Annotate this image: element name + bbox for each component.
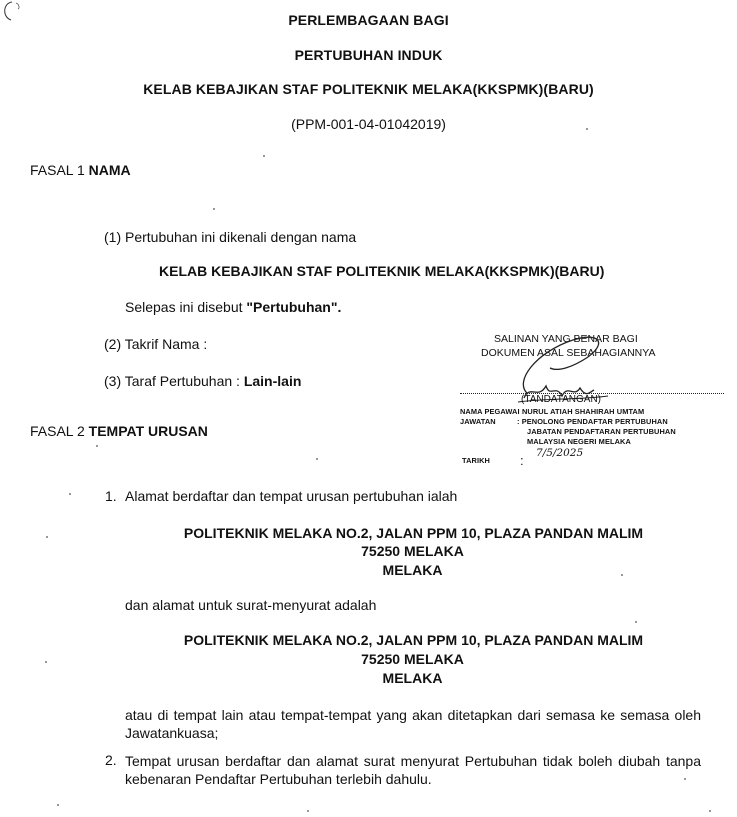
item3-text: (3) Taraf Pertubuhan :	[104, 373, 244, 389]
item3-value: Lain-lain	[243, 373, 302, 389]
fasal1-item1: (1) Pertubuhan ini dikenali dengan nama	[104, 229, 357, 245]
stamp-jawatan-value2: JABATAN PENDAFTARAN PERTUBUHAN	[527, 427, 676, 436]
scan-speck	[96, 445, 98, 447]
address2-line2: 75250 MELAKA	[361, 651, 464, 667]
scan-speck	[316, 458, 318, 460]
fasal2-label: FASAL 2	[30, 423, 85, 439]
address2-line3: MELAKA	[382, 670, 443, 686]
scan-speck	[263, 155, 265, 157]
fasal2-p2-text: Tempat urusan berdaftar dan alamat surat menyurat Pertubuhan tidak boleh diubah tanpa kebenaran Pendaftar Pertubuhan terlebih dahulu.	[125, 753, 701, 787]
header-org-name: KELAB KEBAJIKAN STAF POLITEKNIK MELAKA(KKSPMK)(BARU)	[143, 81, 594, 97]
selepas-text: Selepas ini disebut	[125, 299, 247, 315]
stamp-tarikh-label: TARIKH	[462, 456, 490, 465]
fasal2-paragraph: atau di tempat lain atau tempat-tempat yang akan ditetapkan dari semasa ke semasa oleh Jawatankuasa;	[125, 707, 701, 741]
stamp-sign-label: (TANDATANGAN)	[521, 394, 601, 405]
address2-line1: POLITEKNIK MELAKA NO.2, JALAN PPM 10, PLAZA PANDAN MALIM	[183, 632, 644, 648]
scan-speck	[46, 536, 48, 538]
fasal1-org-name: KELAB KEBAJIKAN STAF POLITEKNIK MELAKA(KKSPMK)(BARU)	[159, 263, 605, 279]
fasal2-p1-number: 1.	[105, 488, 117, 504]
fasal2-mid-text: dan alamat untuk surat-menyurat adalah	[125, 597, 377, 613]
fasal2-heading	[30, 423, 208, 439]
scan-speck	[635, 621, 637, 623]
stamp-jawatan-value3: MALAYSIA NEGERI MELAKA	[527, 437, 631, 446]
fasal1-item2: (2) Takrif Nama :	[104, 336, 208, 352]
stamp-tarikh-colon: :	[520, 453, 524, 468]
scan-speck	[57, 804, 59, 806]
header-title-line2: PERTUBUHAN INDUK	[294, 47, 443, 63]
fasal1-title: NAMA	[88, 162, 131, 178]
fasal2-p1-text: Alamat berdaftar dan tempat urusan pertubuhan ialah	[125, 488, 458, 504]
stamp-tarikh-value: 7/5/2025	[536, 447, 584, 459]
address1-line2: 75250 MELAKA	[361, 543, 464, 559]
fasal2-title: TEMPAT URUSAN	[88, 423, 208, 439]
fasal1-heading	[30, 162, 131, 178]
scan-speck	[621, 574, 623, 576]
scan-speck	[213, 208, 215, 210]
fasal2-p2-number: 2.	[105, 752, 117, 768]
scan-speck	[45, 661, 47, 663]
stamp-nama-value: NURUL ATIAH SHAHIRAH UMTAM	[522, 407, 645, 416]
address1-line3: MELAKA	[382, 562, 443, 578]
stamp-jawatan-value1: : PENOLONG PENDAFTAR PERTUBUHAN	[517, 417, 668, 426]
header-title-line1: PERLEMBAGAAN BAGI	[288, 12, 449, 28]
stamp-jawatan-label: JAWATAN	[460, 417, 496, 426]
certification-stamp	[458, 330, 728, 480]
scan-speck	[684, 778, 686, 780]
stamp-line2: DOKUMEN ASAL SEBAHAGIANNYA	[481, 347, 656, 359]
scan-speck	[69, 493, 71, 495]
fasal1-item3	[104, 373, 301, 389]
fasal1-selepas	[125, 299, 341, 315]
header-reference: (PPM-001-04-01042019)	[291, 116, 446, 132]
selepas-term: "Pertubuhan".	[246, 299, 342, 315]
scan-speck	[586, 128, 588, 130]
scan-speck	[709, 810, 711, 812]
stamp-nama-label: NAMA PEGAWAI :	[460, 407, 525, 416]
fasal1-label: FASAL 1	[30, 162, 85, 178]
stamp-line1: SALINAN YANG BENAR BAGI	[494, 333, 638, 345]
scan-speck	[307, 810, 309, 812]
address1-line1: POLITEKNIK MELAKA NO.2, JALAN PPM 10, PLAZA PANDAN MALIM	[183, 525, 644, 541]
